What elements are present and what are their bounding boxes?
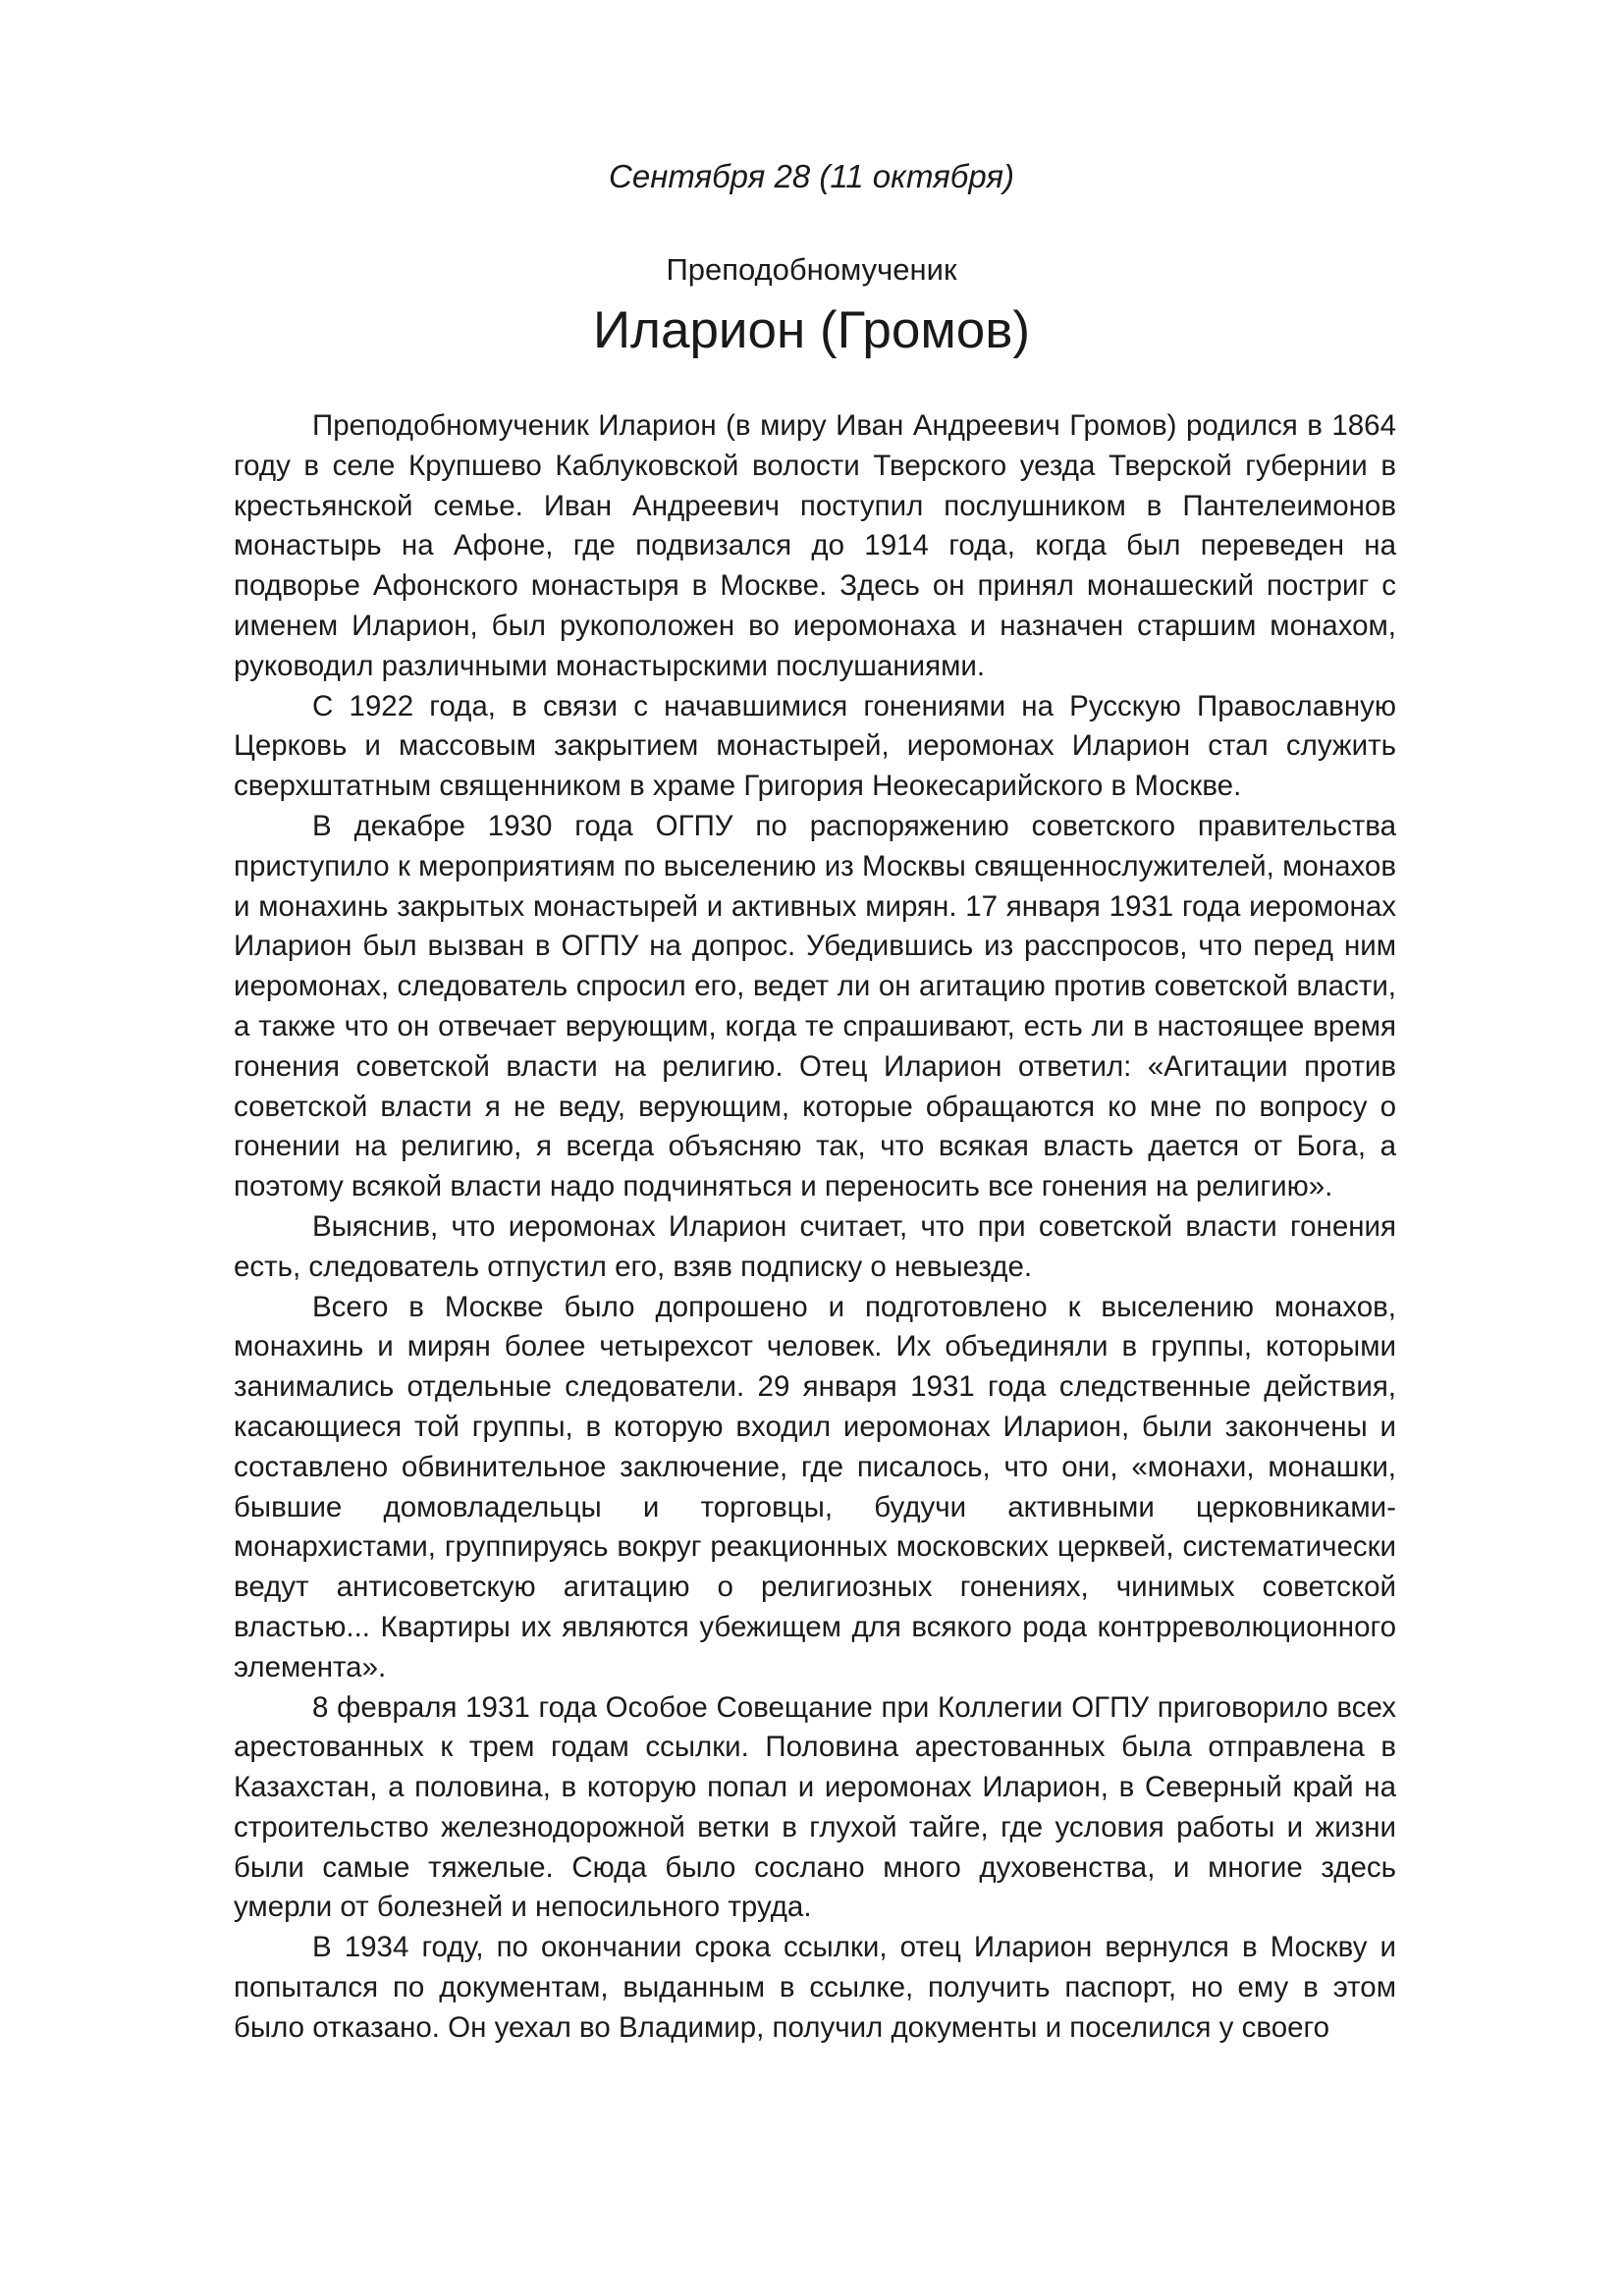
paragraph-5: Всего в Москве было допрошено и подготовлено к выселению монахов, монахинь и мирян более четырехсот человек. Их объединяли в группы, которыми занимались отдельные следователи. 29 января 1931 года следственные действия, касающиеся той группы, в которую входил иеромонах Иларион, были закончены и составлено обвинительное заключение, где писалось, что они, «монахи, монашки, бывшие домовладельцы и торговцы, будучи активными церковниками-монархистами, группируясь вокруг реакционных московских церквей, систематически ведут антисоветскую агитацию о религиозных гонениях, чинимых советской властью... Квартиры их являются убежищем для всякого рода контрреволюционного элемента». — [234, 1290, 1396, 1683]
paragraph-1: Преподобномученик Иларион (в миру Иван Андреевич Громов) родился в 1864 году в селе Крупшево Каблуковской волости Тверского уезда Тверской губернии в крестьянской семье. Иван Андреевич поступил послушником в Пантелеимонов монастырь на Афоне, где подвизался до 1914 года, когда был переведен на подворье Афонского монастыря в Москве. Здесь он принял монашеский постриг с именем Иларион, был рукоположен во иеромонаха и назначен старшим монахом, руководил различными монастырскими послушаниями. — [234, 409, 1396, 682]
paragraph-3: В декабре 1930 года ОГПУ по распоряжению советского правительства приступило к мероприятиям по выселению из Москвы священнослужителей, монахов и монахинь закрытых монастырей и активных мирян. 17 января 1931 года иеромонах Иларион был вызван в ОГПУ на допрос. Убедившись из расспросов, что перед ним иеромонах, следователь спросил его, ведет ли он агитацию против советской власти, а также что он отвечает верующим, когда те спрашивают, есть ли в настоящее время гонения советской власти на религию. Отец Иларион ответил: «Агитации против советской власти я не веду, верующим, которые обращаются ко мне по вопросу о гонении на религию, я всегда объясняю так, что всякая власть дается от Бога, а поэтому всякой власти надо подчиняться и переносить все гонения на религию». — [234, 809, 1396, 1203]
paragraph-6: 8 февраля 1931 года Особое Совещание при Коллегии ОГПУ приговорило всех арестованных к трем годам ссылки. Половина арестованных была отправлена в Казахстан, а половина, в которую попал и иеромонах Иларион, в Северный край на строительство железнодорожной ветки в глухой тайге, где условия работы и жизни были самые тяжелые. Сюда было сослано много духовенства, и многие здесь умерли от болезней и непосильного труда. — [234, 1690, 1396, 1924]
body-text — [234, 406, 1396, 2049]
paragraph-7: В 1934 году, по окончании срока ссылки, отец Иларион вернулся в Москву и попытался по документам, выданным в ссылке, получить паспорт, но ему в этом было отказано. Он уехал во Владимир, получил документы и поселился у своего — [234, 1931, 1396, 2044]
paragraph-2: С 1922 года, в связи с начавшимися гонениями на Русскую Православную Церковь и массовым закрытием монастырей, иеромонах Иларион стал служить сверхштатным священником в храме Григория Неокесарийского в Москве. — [234, 689, 1396, 803]
saint-rank-subtitle: Преподобномученик — [666, 252, 957, 287]
paragraph-4: Выяснив, что иеромонах Иларион считает, что при советской власти гонения есть, следователь отпустил его, взяв подписку о невыезде. — [234, 1209, 1396, 1283]
page-title: Иларион (Громов) — [592, 301, 1031, 359]
date-header: Сентября 28 (11 октября) — [609, 158, 1014, 194]
